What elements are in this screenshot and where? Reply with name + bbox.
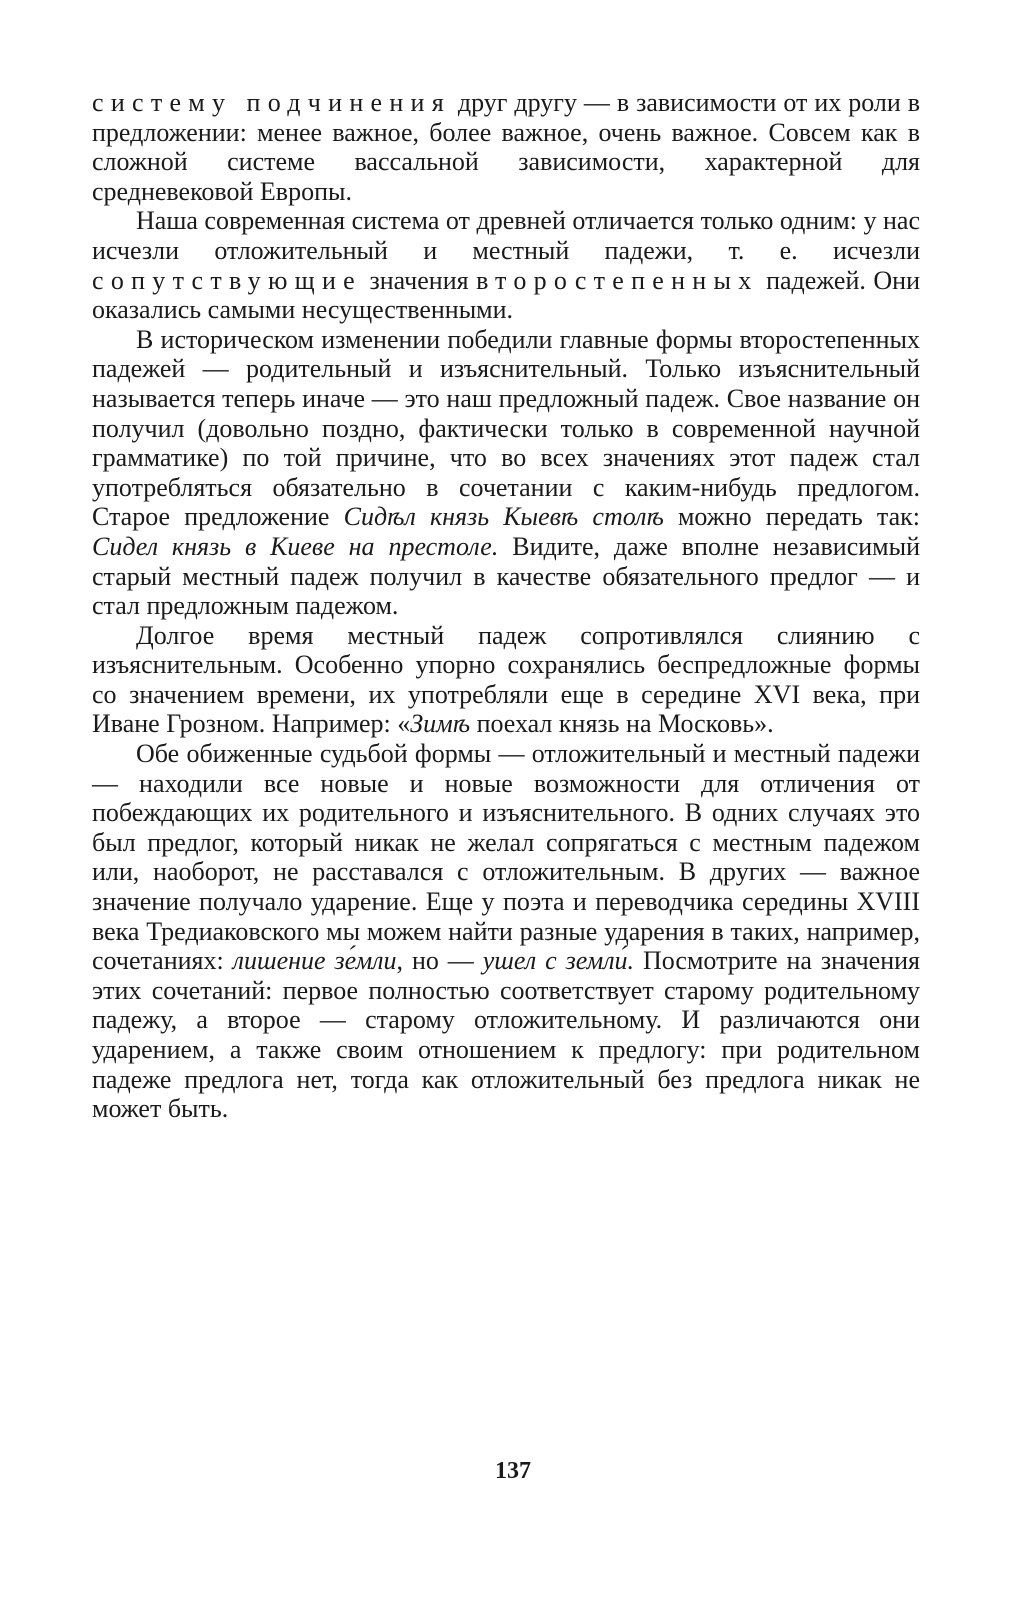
text-run: друг другу — в зависимости от их роли в предложении: менее важное, более важное, очень важное. Совсем как в сложной системе вассальной зависимости, характерной для средневековой Европы.: [92, 88, 920, 206]
spaced-text: систему подчинения: [92, 88, 451, 117]
text-run: , но —: [396, 946, 483, 976]
text-run: можно передать так:: [663, 502, 920, 532]
italic-example: Зимѣ: [410, 709, 471, 739]
text-run: Долгое время местный падеж сопротивлялся слиянию с изъяснительным. Особенно упорно сохранялись беспредложные формы со значением времени, их употребляли еще в середине XVI века, при Иване Грозном. Например: «: [92, 620, 920, 739]
paragraph: [92, 325, 920, 621]
text-run: Обе обиженные судьбой формы — отложительный и местный падежи — находили все новые и новые возможности для отличения от побеждающих их родительного и изъяснительного. В одних случаях это был предлог, который никак не желал сопрягаться с местным падежом или, наоборот, не расставался с отложительным. В других — важное значение получало ударение. Еще у поэта и переводчика середины XVIII века Тредиаковского мы можем найти разные ударения в таких, например, сочетаниях:: [92, 739, 920, 976]
text-run: поехал князь на Московь».: [470, 709, 774, 739]
italic-example: ушел с земли́.: [482, 946, 635, 976]
paragraph: [92, 739, 920, 1124]
italic-example: Сидѣл князь Кыевѣ столѣ: [343, 502, 664, 532]
text-run: Видите, даже вполне независимый старый местный падеж получил в качестве обязательного предлог — и стал предложным падежом.: [92, 531, 920, 621]
paragraph: [92, 621, 920, 739]
italic-example: лишение зе́мли: [232, 946, 397, 976]
paragraph-continued: [92, 88, 920, 206]
spaced-text: сопутствующие: [92, 265, 362, 295]
italic-example: Сидел князь в Киеве на престоле.: [92, 531, 499, 561]
paragraph: [92, 206, 920, 324]
text-run: Посмотрите на значения этих сочетаний: первое полностью соответствует старому родительному падежу, а второе — старому отложительному. И различаются они ударением, а также своим отношением к предлогу: при родительном падеже предлога нет, тогда как отложительный без предлога никак не может быть.: [92, 946, 920, 1124]
page-number: 137: [495, 1458, 531, 1484]
page-text: [92, 88, 920, 1124]
text-run: падежей. Они оказались самыми несущественными.: [92, 265, 921, 325]
text-run: значения: [361, 265, 477, 295]
text-run: В историческом изменении победили главные формы второстепенных падежей — родительный и изъяснительный. Только изъяснительный называется теперь иначе — это наш предложный падеж. Свое название он получил (довольно поздно, фактически только в современной научной грамматике) по той причине, что во всех значениях этот падеж стал употребляться обязательно в сочетании с каким-нибудь предлогом. Старое предложение: [92, 324, 920, 532]
text-run: Наша современная система от древней отличается только одним: у нас исчезли отложительный и местный падежи, т. е. исчезли: [92, 206, 920, 265]
spaced-text: второстепенных: [476, 265, 759, 295]
